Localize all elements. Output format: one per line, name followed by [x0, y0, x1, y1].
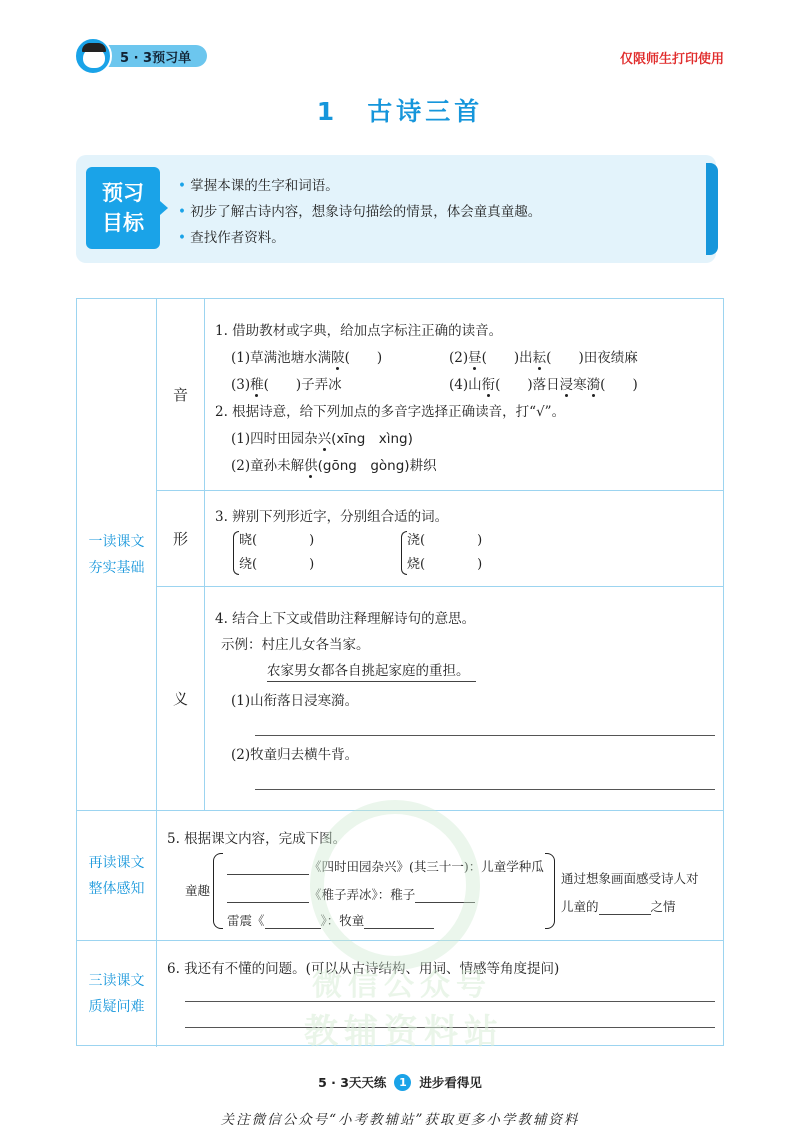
diagram-right-brace: [545, 853, 555, 929]
goal-item: • 掌握本课的生字和词语。: [178, 173, 541, 199]
print-note: 仅限师生打印使用: [619, 52, 724, 67]
diagram-row3: 雷震《 》：牧童: [227, 911, 434, 929]
char-pair-2: [401, 529, 482, 577]
answer-line: [255, 735, 715, 736]
q4-sub1: (1)山衔落日浸寒漪。: [231, 693, 359, 709]
diagram-center: 童趣: [185, 883, 211, 898]
q2-row2: (2)童孙未解供(gōng gòng)耕织: [231, 454, 437, 474]
xing-label: 形: [157, 491, 205, 587]
section2-label-line2: 整体感知: [88, 880, 145, 897]
footer-left: 5 · 3天天练: [318, 1075, 387, 1090]
answer-line: [185, 1027, 715, 1028]
watermark-line2: 教辅资料站: [304, 1012, 504, 1052]
q1-row2b: (4)山衔( )落日浸寒漪( ): [449, 373, 638, 393]
yin-cell: [205, 299, 723, 491]
q1-row1a: (1)草满池塘水满陂( ): [231, 346, 382, 366]
header-badge-label: 5 · 3预习单: [100, 45, 207, 67]
q2-row1: (1)四时田园杂兴(xīng xìng): [231, 427, 413, 447]
footer: [0, 1073, 800, 1091]
footer-right: 进步看得见: [419, 1075, 482, 1090]
yin-label: 音: [157, 299, 205, 491]
goal-list: [178, 173, 541, 251]
q2-text: 2. 根据诗意，给下列加点的多音字选择正确读音，打“√”。: [215, 404, 566, 420]
promo-text: 关注微信公众号“小考教辅站”获取更多小学教辅资料: [220, 1112, 580, 1128]
goal-tag-arrow: [160, 201, 168, 215]
section3-label: [77, 941, 157, 1047]
char-pair-item: 浇( ): [407, 533, 483, 548]
diagram-left-brace: [213, 853, 223, 929]
char-pair-item: 晓( ): [239, 533, 315, 548]
char-pair-1: [233, 529, 314, 577]
section2-label: [77, 811, 157, 941]
goal-panel: [76, 155, 716, 263]
goal-item: • 查找作者资料。: [178, 225, 541, 251]
section3-label-line2: 质疑问难: [88, 999, 145, 1015]
char-pair-item: 绕( ): [239, 557, 315, 572]
char-pair-item: 烧( ): [407, 557, 483, 572]
section1-label-line1: 一读课文: [88, 533, 145, 550]
watermark-line1: 微信公众号: [312, 968, 492, 1003]
q5-text: 5. 根据课文内容，完成下图。: [167, 831, 347, 847]
yi-label: 义: [157, 587, 205, 811]
yi-cell: [205, 587, 723, 811]
example-answer: 农家男女都各自挑起家庭的重担。: [267, 659, 476, 682]
diagram-conclusion-1: 通过想象画面感受诗人对: [561, 871, 699, 886]
header-badge: [74, 38, 207, 74]
goal-side-bar: [706, 163, 718, 255]
mascot-icon: [74, 37, 112, 75]
section1-label: [77, 299, 157, 811]
diagram-row1: 《四时田园杂兴》(其三十一)：儿童学种瓜: [227, 857, 544, 875]
page-title: 1 古诗三首: [316, 97, 484, 126]
example-text: 示例：村庄儿女各当家。: [221, 637, 370, 653]
page-number: 1: [394, 1074, 411, 1091]
section3-label-line1: 三读课文: [88, 973, 145, 989]
goal-item: • 初步了解古诗内容，想象诗句描绘的情景，体会童真童趣。: [178, 199, 541, 225]
diagram-row2: 《稚子弄冰》：稚子: [227, 885, 475, 903]
section2-label-line1: 再读课文: [88, 854, 145, 871]
q1-text: 1. 借助教材或字典，给加点字标注正确的读音。: [215, 323, 503, 339]
goal-tag: [86, 167, 160, 249]
q1-row1b: (2)昼( )出耘( )田夜绩麻: [449, 346, 638, 366]
q3-text: 3. 辨别下列形近字，分别组合适的词。: [215, 509, 449, 525]
q6-text: 6. 我还有不懂的问题。(可以从古诗结构、用词、情感等角度提问): [167, 961, 560, 977]
goal-tag-line2: 目标: [102, 211, 144, 235]
diagram-conclusion-2: 儿童的 之情: [561, 899, 676, 914]
goal-tag-line1: 预习: [102, 181, 144, 205]
answer-line: [255, 789, 715, 790]
answer-line: [185, 1001, 715, 1002]
q4-text: 4. 结合上下文或借助注释理解诗句的意思。: [215, 611, 476, 627]
watermark-logo: [310, 800, 480, 970]
q4-sub2: (2)牧童归去横牛背。: [231, 747, 359, 763]
q1-row2a: (3)稚( )子弄冰: [231, 373, 342, 393]
xing-cell: [205, 491, 723, 587]
section1-label-line2: 夯实基础: [88, 559, 145, 576]
